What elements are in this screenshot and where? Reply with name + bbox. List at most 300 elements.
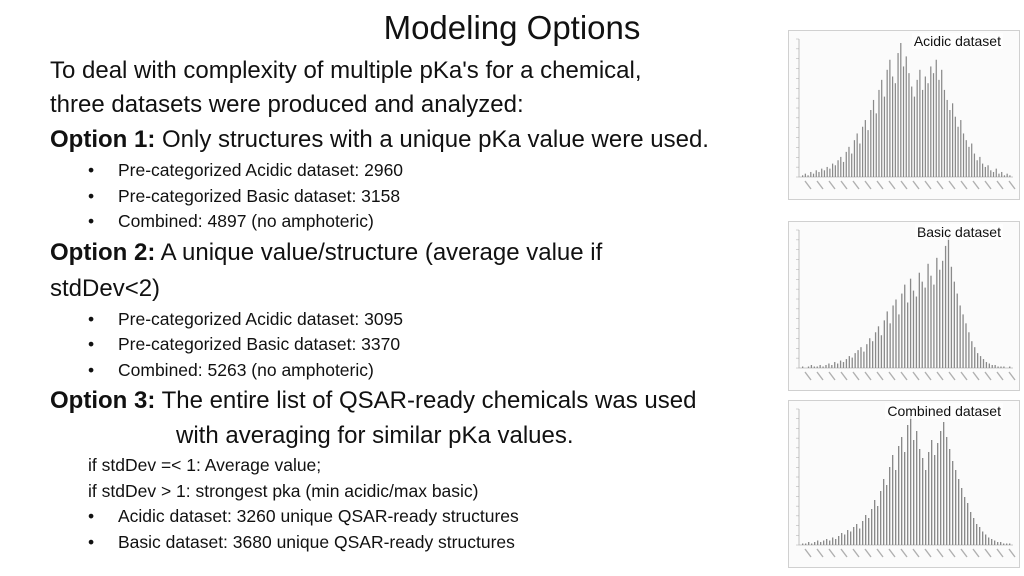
histogram-bar <box>982 164 983 177</box>
histogram-bar <box>865 515 866 545</box>
histogram-bar <box>962 314 963 368</box>
histogram-xtick <box>949 372 955 380</box>
histogram-bar <box>881 335 882 368</box>
histogram-bar <box>973 518 974 545</box>
histogram-xtick <box>961 549 967 557</box>
histogram-bar <box>867 130 868 177</box>
histogram-bar <box>826 539 827 545</box>
histogram-bar <box>990 170 991 177</box>
histogram-xtick <box>889 181 895 189</box>
list-item: • Acidic dataset: 3260 unique QSAR-ready structures <box>88 504 790 530</box>
histogram-bar <box>1006 544 1007 546</box>
histogram-bar <box>897 53 898 177</box>
histogram-xtick <box>853 181 859 189</box>
histogram-bar <box>903 66 904 177</box>
histogram-bar <box>995 365 996 368</box>
intro-text <box>50 54 790 122</box>
histogram-bar <box>866 344 867 368</box>
histogram-xtick <box>901 372 907 380</box>
histogram-xtick <box>865 181 871 189</box>
histogram-bar <box>985 535 986 546</box>
histogram-bar <box>895 300 896 368</box>
option-3-label: Option 3: <box>50 387 156 414</box>
histogram-xtick <box>913 181 919 189</box>
histogram-bar <box>870 110 871 177</box>
histogram-bar <box>907 425 908 545</box>
histogram-xtick <box>913 372 919 380</box>
histogram-bar <box>838 536 839 545</box>
option-3-note-2: if stdDev > 1: strongest pka (min acidic/max basic) <box>88 480 479 501</box>
histogram-bar <box>829 541 830 546</box>
basic-histogram <box>788 221 1020 391</box>
histogram-bar <box>898 314 899 368</box>
histogram-xtick <box>925 372 931 380</box>
histogram-bar <box>875 332 876 368</box>
histogram-bar <box>878 90 879 177</box>
histogram-bar <box>895 470 896 545</box>
histogram-bar <box>908 73 909 177</box>
histogram-bar <box>820 542 821 545</box>
histogram-bar <box>983 359 984 368</box>
acidic-histogram-label: Acidic dataset <box>913 33 1001 49</box>
histogram-bar <box>987 165 988 177</box>
list-item: • Basic dataset: 3680 unique QSAR-ready structures <box>88 530 790 556</box>
histogram-bar <box>854 140 855 177</box>
histogram-xtick <box>937 549 943 557</box>
combined-histogram-label: Combined dataset <box>887 403 1001 419</box>
histogram-bar <box>847 530 848 545</box>
histogram-xtick <box>973 372 979 380</box>
histogram-bar <box>996 169 997 177</box>
histogram-bar <box>1004 175 1005 177</box>
histogram-bar <box>892 77 893 178</box>
option-3-heading <box>50 383 790 419</box>
histogram-bar <box>828 364 829 368</box>
histogram-bar <box>860 347 861 368</box>
histogram-bar <box>925 288 926 368</box>
histogram-bar <box>941 70 942 177</box>
histogram-bar <box>963 133 964 177</box>
histogram-xtick <box>1009 181 1015 189</box>
histogram-bar <box>916 431 917 545</box>
histogram-xtick <box>925 181 931 189</box>
option-2-text: A unique value/structure (average value if <box>155 238 603 266</box>
histogram-bar <box>964 497 965 545</box>
histogram-bar <box>840 361 841 368</box>
histogram-bar <box>808 542 809 545</box>
histogram-bar <box>825 365 826 368</box>
histogram-bar <box>925 470 926 545</box>
intro-line-1: To deal with complexity of multiple pKa's for a chemical, <box>50 57 642 84</box>
histogram-bar <box>886 485 887 545</box>
histogram-xtick <box>925 549 931 557</box>
histogram-bar <box>841 533 842 545</box>
histogram-bar <box>988 538 989 546</box>
histogram-axis <box>799 230 1013 368</box>
histogram-xtick <box>853 549 859 557</box>
histogram-bar <box>949 449 950 545</box>
histogram-bar <box>977 353 978 368</box>
histogram-bar <box>998 174 999 177</box>
histogram-bar <box>957 127 958 177</box>
histogram-xtick <box>985 549 991 557</box>
histogram-xtick <box>817 181 823 189</box>
histogram-bar <box>837 364 838 368</box>
histogram-bar <box>811 365 812 368</box>
histogram-bar <box>846 359 847 368</box>
histogram-bar <box>817 367 818 368</box>
histogram-bar <box>840 157 841 177</box>
histogram-bar <box>832 538 833 546</box>
histogram-xtick <box>877 181 883 189</box>
histogram-bar <box>1007 174 1008 177</box>
histogram-bar <box>979 157 980 177</box>
histogram-xtick <box>961 181 967 189</box>
histogram-bar <box>843 362 844 368</box>
histogram-bar <box>948 234 949 368</box>
option-2-heading <box>50 235 790 307</box>
combined-histogram-plot <box>789 401 1019 567</box>
basic-histogram-plot <box>789 222 1019 390</box>
histogram-bar <box>901 294 902 368</box>
histogram-bar <box>805 174 806 177</box>
histogram-bar <box>880 491 881 545</box>
option-1-list <box>50 158 790 235</box>
histogram-bar <box>835 165 836 177</box>
histogram-bar <box>862 127 863 177</box>
histogram-bar <box>974 347 975 368</box>
histogram-bar <box>1001 172 1002 177</box>
histogram-bar <box>960 305 961 368</box>
histogram-bar <box>939 270 940 368</box>
histogram-bar <box>814 367 815 368</box>
histogram-axis <box>799 409 1013 545</box>
option-2-label: Option 2: <box>50 238 156 266</box>
histogram-xtick <box>865 372 871 380</box>
histogram-bar <box>844 535 845 546</box>
histogram-bar <box>859 529 860 546</box>
histogram-xtick <box>973 181 979 189</box>
histogram-bar <box>925 77 926 178</box>
histogram-bar <box>890 323 891 368</box>
histogram-bar <box>851 154 852 177</box>
histogram-bar <box>906 56 907 177</box>
histogram-bar <box>937 443 938 545</box>
histogram-xtick <box>877 549 883 557</box>
histogram-bar <box>837 160 838 177</box>
histogram-bar <box>980 356 981 368</box>
histogram-bar <box>898 446 899 545</box>
histogram-bar <box>889 467 890 545</box>
histogram-bar <box>910 279 911 368</box>
histogram-bar <box>942 261 943 368</box>
histogram-bar <box>904 452 905 545</box>
histogram-bar <box>853 527 854 545</box>
histogram-bar <box>936 258 937 368</box>
histogram-xtick <box>937 181 943 189</box>
histogram-bar <box>952 103 953 177</box>
histogram-bar <box>989 364 990 368</box>
histogram-xtick <box>985 372 991 380</box>
histogram-bar <box>871 509 872 545</box>
histogram-xtick <box>829 372 835 380</box>
histogram-bar <box>1003 367 1004 368</box>
histogram-bar <box>802 367 803 368</box>
option-3-note-1: if stdDev =< 1: Average value; <box>88 455 322 475</box>
histogram-bar <box>887 311 888 368</box>
histogram-bar <box>813 174 814 177</box>
histogram-bar <box>816 170 817 177</box>
histogram-xtick <box>901 181 907 189</box>
histogram-bar <box>946 437 947 545</box>
histogram-bar <box>914 97 915 177</box>
histogram-xtick <box>805 181 811 189</box>
histogram-bar <box>968 147 969 177</box>
histogram-bar <box>945 246 946 368</box>
histogram-bar <box>811 544 812 546</box>
histogram-bar <box>869 338 870 368</box>
histogram-bar <box>919 273 920 368</box>
list-item: • Pre-categorized Basic dataset: 3158 <box>88 184 790 210</box>
histogram-bar <box>911 87 912 177</box>
histogram-bar <box>859 144 860 178</box>
histogram-xtick <box>841 372 847 380</box>
histogram-bar <box>922 282 923 368</box>
histogram-bar <box>876 113 877 177</box>
histogram-bar <box>895 83 896 177</box>
histogram-bar <box>901 437 902 545</box>
histogram-bar <box>904 285 905 368</box>
histogram-bar <box>927 264 928 368</box>
histogram-bar <box>985 167 986 177</box>
histogram-bar <box>955 470 956 545</box>
histogram-bar <box>835 539 836 545</box>
histogram-bar <box>862 521 863 545</box>
histogram-xtick <box>877 372 883 380</box>
histogram-bar <box>997 542 998 545</box>
histogram-bar <box>947 100 948 177</box>
histogram-bar <box>878 326 879 368</box>
histogram-bar <box>922 458 923 545</box>
histogram-bar <box>807 175 808 177</box>
histogram-bar <box>913 440 914 545</box>
histogram-bar <box>889 60 890 177</box>
histogram-bar <box>936 60 937 177</box>
histogram-bar <box>954 282 955 368</box>
histogram-bar <box>802 175 803 177</box>
histogram-bar <box>877 506 878 545</box>
histogram-xtick <box>973 549 979 557</box>
histogram-bar <box>928 452 929 545</box>
histogram-bar <box>843 162 844 177</box>
histogram-bar <box>982 532 983 546</box>
histogram-bar <box>1009 367 1010 368</box>
histogram-bar <box>822 367 823 368</box>
histogram-bar <box>855 353 856 368</box>
histogram-xtick <box>985 181 991 189</box>
histogram-bar <box>931 440 932 545</box>
histogram-bar <box>834 362 835 368</box>
histogram-bar <box>974 154 975 177</box>
histogram-bar <box>857 133 858 177</box>
histogram-xtick <box>997 549 1003 557</box>
histogram-bar <box>900 43 901 177</box>
histogram-bar <box>951 267 952 368</box>
histogram-bar <box>805 544 806 546</box>
histogram-xtick <box>1009 372 1015 380</box>
histogram-xtick <box>829 549 835 557</box>
histogram-bar <box>938 80 939 177</box>
histogram-xtick <box>805 549 811 557</box>
histogram-bar <box>970 512 971 545</box>
histogram-bar <box>1000 367 1001 368</box>
histogram-bar <box>940 431 941 545</box>
histogram-bar <box>817 541 818 546</box>
histogram-bar <box>863 352 864 368</box>
histogram-bar <box>868 518 869 545</box>
histogram-bar <box>966 140 967 177</box>
histogram-bar <box>823 541 824 546</box>
histogram-bar <box>949 110 950 177</box>
histogram-bar <box>960 120 961 177</box>
histogram-bar <box>883 479 884 545</box>
histogram-bar <box>976 524 977 545</box>
histogram-xtick <box>853 372 859 380</box>
histogram-bar <box>930 66 931 177</box>
histogram-bar <box>977 160 978 177</box>
histogram-xtick <box>901 549 907 557</box>
histogram-bar <box>916 297 917 368</box>
histogram-bar <box>820 365 821 368</box>
histogram-bar <box>965 323 966 368</box>
histogram-bar <box>824 170 825 177</box>
histogram-xtick <box>829 181 835 189</box>
histogram-bar <box>955 117 956 177</box>
histogram-bar <box>971 144 972 178</box>
histogram-bar <box>997 367 998 368</box>
intro-line-2: three datasets were produced and analyzed: <box>50 91 524 118</box>
option-3-list <box>50 504 790 555</box>
histogram-bar <box>892 305 893 368</box>
histogram-bar <box>808 367 809 368</box>
histogram-xtick <box>961 372 967 380</box>
histogram-bar <box>957 294 958 368</box>
option-1-heading <box>50 122 790 158</box>
option-2-text-cont: stdDev<2) <box>50 274 161 302</box>
histogram-bar <box>881 80 882 177</box>
histogram-bar <box>852 358 853 368</box>
list-item: • Pre-categorized Acidic dataset: 3095 <box>88 307 790 333</box>
histogram-bar <box>884 97 885 177</box>
histogram-bar <box>887 70 888 177</box>
slide-body <box>50 54 790 555</box>
histogram-bar <box>967 503 968 545</box>
acidic-histogram <box>788 30 1020 200</box>
basic-histogram-label: Basic dataset <box>916 224 1001 240</box>
option-3-text-cont: with averaging for similar pKa values. <box>176 422 574 449</box>
histogram-xtick <box>865 549 871 557</box>
histogram-bar <box>917 80 918 177</box>
histogram-bar <box>930 276 931 368</box>
histogram-bar <box>857 350 858 368</box>
histogram-bar <box>934 455 935 545</box>
histogram-bar <box>1000 542 1001 545</box>
histogram-bar <box>856 524 857 545</box>
histogram-bar <box>1009 544 1010 546</box>
histogram-bar <box>872 341 873 368</box>
histogram-bar <box>829 169 830 177</box>
histogram-bar <box>993 172 994 177</box>
histogram-bar <box>952 461 953 545</box>
histogram-bar <box>814 542 815 545</box>
histogram-bar <box>994 541 995 546</box>
histogram-bar <box>865 120 866 177</box>
histogram-bar <box>910 413 911 545</box>
histogram-bar <box>907 302 908 368</box>
histogram-bar <box>846 152 847 177</box>
histogram-bar <box>933 285 934 368</box>
histogram-xtick <box>913 549 919 557</box>
histogram-xtick <box>997 372 1003 380</box>
histogram-xtick <box>805 372 811 380</box>
list-item: • Combined: 4897 (no amphoteric) <box>88 209 790 235</box>
histogram-bar <box>991 539 992 545</box>
histogram-xtick <box>1009 549 1015 557</box>
list-item: • Pre-categorized Acidic dataset: 2960 <box>88 158 790 184</box>
combined-histogram <box>788 400 1020 568</box>
histogram-bar <box>884 320 885 368</box>
histogram-xtick <box>841 181 847 189</box>
histogram-xtick <box>889 372 895 380</box>
option-2-list <box>50 307 790 384</box>
list-item: • Combined: 5263 (no amphoteric) <box>88 358 790 384</box>
histogram-bar <box>821 169 822 177</box>
histogram-bar <box>874 500 875 545</box>
histogram-bar <box>831 365 832 368</box>
histogram-bar <box>922 90 923 177</box>
histogram-bar <box>961 488 962 545</box>
histogram-bar <box>892 455 893 545</box>
histogram-bar <box>919 449 920 545</box>
histogram-bar <box>943 422 944 545</box>
histogram-xtick <box>937 372 943 380</box>
histogram-bar <box>832 164 833 177</box>
option-3-text: The entire list of QSAR-ready chemicals was used <box>155 387 697 414</box>
histogram-xtick <box>949 181 955 189</box>
option-1-label: Option 1: <box>50 126 156 153</box>
histogram-bar <box>850 532 851 546</box>
histogram-bar <box>968 332 969 368</box>
histogram-bar <box>802 544 803 546</box>
histogram-bar <box>927 83 928 177</box>
histogram-bar <box>873 100 874 177</box>
histogram-bar <box>827 167 828 177</box>
histogram-bar <box>913 291 914 368</box>
histogram-xtick <box>817 372 823 380</box>
option-1-text: Only structures with a unique pKa value were used. <box>155 126 709 153</box>
acidic-histogram-plot <box>789 31 1019 199</box>
histogram-bar <box>971 341 972 368</box>
histogram-bar <box>810 172 811 177</box>
histogram-bar <box>818 172 819 177</box>
histogram-bar <box>919 70 920 177</box>
histogram-bar <box>849 356 850 368</box>
histogram-bar <box>944 90 945 177</box>
list-item: • Pre-categorized Basic dataset: 3370 <box>88 332 790 358</box>
histogram-xtick <box>997 181 1003 189</box>
histogram-bar <box>848 147 849 177</box>
histogram-bar <box>958 479 959 545</box>
